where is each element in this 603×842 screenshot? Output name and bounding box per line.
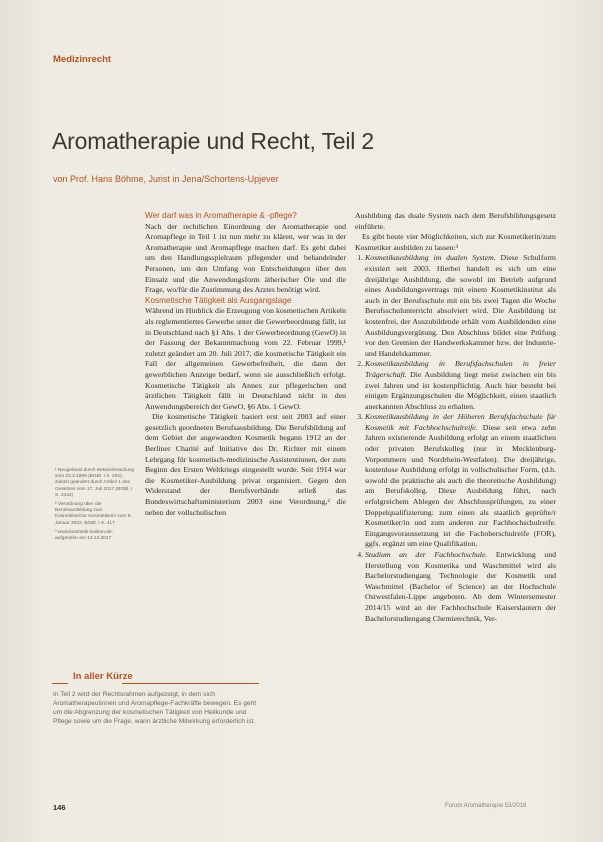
footnote: ¹ Neugefasst durch Bekanntmachung vom 22.2.1999 (BGBl. I S. 202), zuletzt geändert durch Artikel 1 des Gesetzes vom 17. Juli 2017 (BGBl. I S. 2434) [55, 468, 135, 498]
summary-title: In aller Kürze [73, 671, 133, 682]
training-options-list [355, 253, 556, 624]
summary-text: In Teil 2 wird der Rechtsrahmen aufgezeigt, in dem sich Aromatherapeutinnen und Aromapflege-Fachkräfte bewegen. Es geht um die Abgrenzung der kosmetischen Tätigkeit von Heilkunde und Pflege sowie um die Frage, wann ärztliche Mitwirkung erforderlich ist. [53, 691, 257, 726]
footnotes [55, 468, 135, 545]
list-item: 4. Studium an der Fachhochschule. Entwicklung und Herstellung von Kosmetika und Waschmittel wird als Bachelorstudiengang Technologie der Kosmetik und Waschmittel (Bachelor of Science) an der Hochschule Ostwestfalen-Lippe angeboten. Ab dem Wintersemester 2014/15 wird an der Fachhochschule Kaiserslautern der Bachelorstudiengang Chemietechnik, Ver- [365, 550, 556, 624]
paragraph-intro: Nach der rechtlichen Einordnung der Aromatherapie und Aromapflege in Teil 1 ist nun mehr zu klären, wer was in der Aromatherapie und Aromapflege machen darf. Es geht dabei um den Handlungsspielraum pflegender und behandelnder Personen, um den Umfang von Entscheidungen über den Einsatz und die Anwendungsform ätherischer Öle und die Frage, wo/für die Zustimmung des Arztes benötigt wird. [145, 221, 346, 295]
footnote: ³ www.kosmetik-lexikon.de, aufgerufen am 13.12.2017 [55, 529, 113, 542]
author-byline: von Prof. Hans Böhme, Jurist in Jena/Schortens-Upjever [53, 174, 279, 184]
article-title: Aromatherapie und Recht, Teil 2 [52, 128, 374, 154]
paragraph-training-history: Die kosmetische Tätigkeit basiert erst seit 2003 auf einer gesetzlich geordneten Berufsausbildung. Die Berufsbildung auf dem Gebiet der angewandten Kosmetik begann 1912 an der Berliner Charité auf Initiative des Dr. Richter mit einem Lehrgang für kosmetisch-medizinische Assistentinnen, der zum Beginn des Ersten Weltkriegs eingestellt wurde. Seit 1914 war die Kosmetiker-Ausbildung privat organisiert. Gegen den Widerstand der Berufsverbände erließ das Bundeswirtschaftsministerium 2003 eine Verordnung,² die neben der vollschulischen [145, 412, 346, 517]
subheading-who-may: Wer darf was in Aromatherapie & -pflege? [145, 211, 297, 220]
section-label: Medizinrecht [53, 54, 112, 65]
journal-footer: Forum Aromatherapie 53/2018 [445, 803, 527, 809]
footnote: ² Verordnung über die Berufsausbildung zum Kosmetiker/zur Kosmetikerin vom 9. Januar 2002, BGBl. I S. 417 [55, 502, 132, 526]
summary-box [53, 690, 259, 726]
paragraph-four-options: Es gibt heute vier Möglichkeiten, sich zur Kosmetikerin/zum Kosmetiker ausbilden zu lassen:³ [355, 232, 556, 252]
subheading-cosmetic: Kosmetische Tätigkeit als Ausgangslage [145, 295, 292, 305]
list-item: 1. Kosmetikausbildung im dualen System. Diese Schulform existiert seit 2003. Hierbei handelt es sich um eine dreijährige Ausbildung, die sowohl im Betrieb aufgrund eines Ausbildungsvertrags mit einem Kosmetikinstitut als auch in der Berufsschule mit ein bis zwei Tagen die Woche Berufsschulunterricht absolviert wird. Die Ausbildung ist kostenfrei, der Auszubildende erhält vom Ausbildenden eine Ausbildungsvergütung. Den Abschluss bildet eine Prüfung vor den Gremien der Handwerkskammer bzw. der Industrie- und Handelskammer. [365, 253, 556, 359]
summary-divider [122, 683, 259, 684]
paragraph-cosmetic: Während im Hinblick die Erzeugung von kosmetischen Artikeln als reglementiertes Gewerbe unter die Gewerbeordnung fällt, ist in Deutschland nach §1 Abs. 1 der Gewerbeordnung (GewO) in der Fassung der Bekanntmachung vom 22. Februar 1999,¹ zuletzt geändert am 20. Juli 2017, die kosmetische Tätigkeit ein Fall der allgemeinen Gewerbefreiheit, die dann der gewerblichen Anzeige bedarf, wenn sie ausschließlich erfolgt. Kosmetische Tätigkeit als Annex zur pflegerischen und ärztlichen Tätigkeit fällt in Deutschland nicht in den Anwendungsbereich der GewO, §6 Abs. 1 GewO. [145, 306, 346, 411]
list-item: 3. Kosmetikausbildung in der Höheren Berufsfachschule für Kosmetik mit Fachhochschulreife. Diese seit etwa zehn Jahren existierende Ausbildung erfolgt an einem staatlichen oder privaten Berufskolleg (nur in Mecklenburg-Vorpommern und Nordrhein-Westfalen). Die dreijährige, kostenlose Ausbildung erfolgt in vollschulischer Form, (d.h. sowohl die praktische als auch die theoretische Ausbildung) am Berufskolleg. Diese Ausbildung führt, nach erfolgreichem Ablegen der Abschlussprüfungen, zu einer Doppelqualifizierung: zum einen als staatlich geprüfte/r Kosmetiker/in und zum anderen zur Fachhochschulreife. Eingangsvoraussetzung ist die Fachoberschulreife (FOR), ggfs. ergänzt um eine Qualifikation. [365, 412, 556, 550]
page-number: 146 [53, 803, 66, 812]
list-item: 2. Kosmetikausbildung in Berufsfachschulen in freier Trägerschaft. Die Ausbildung liegt meist zwischen ein bis zwei Jahren und ist kostenpflichtig. Auch hier besteht bei einigen Ergänzungsschulen die Möglichkeit, einen staatlich anerkannten Abschluss zu erhalten. [365, 359, 556, 412]
text-column-right [355, 211, 556, 624]
paragraph-dual-system: Ausbildung das duale System nach dem Berufsbildungsgesetz einführte. [355, 211, 556, 231]
text-column-left [145, 211, 346, 518]
summary-divider [52, 683, 68, 684]
